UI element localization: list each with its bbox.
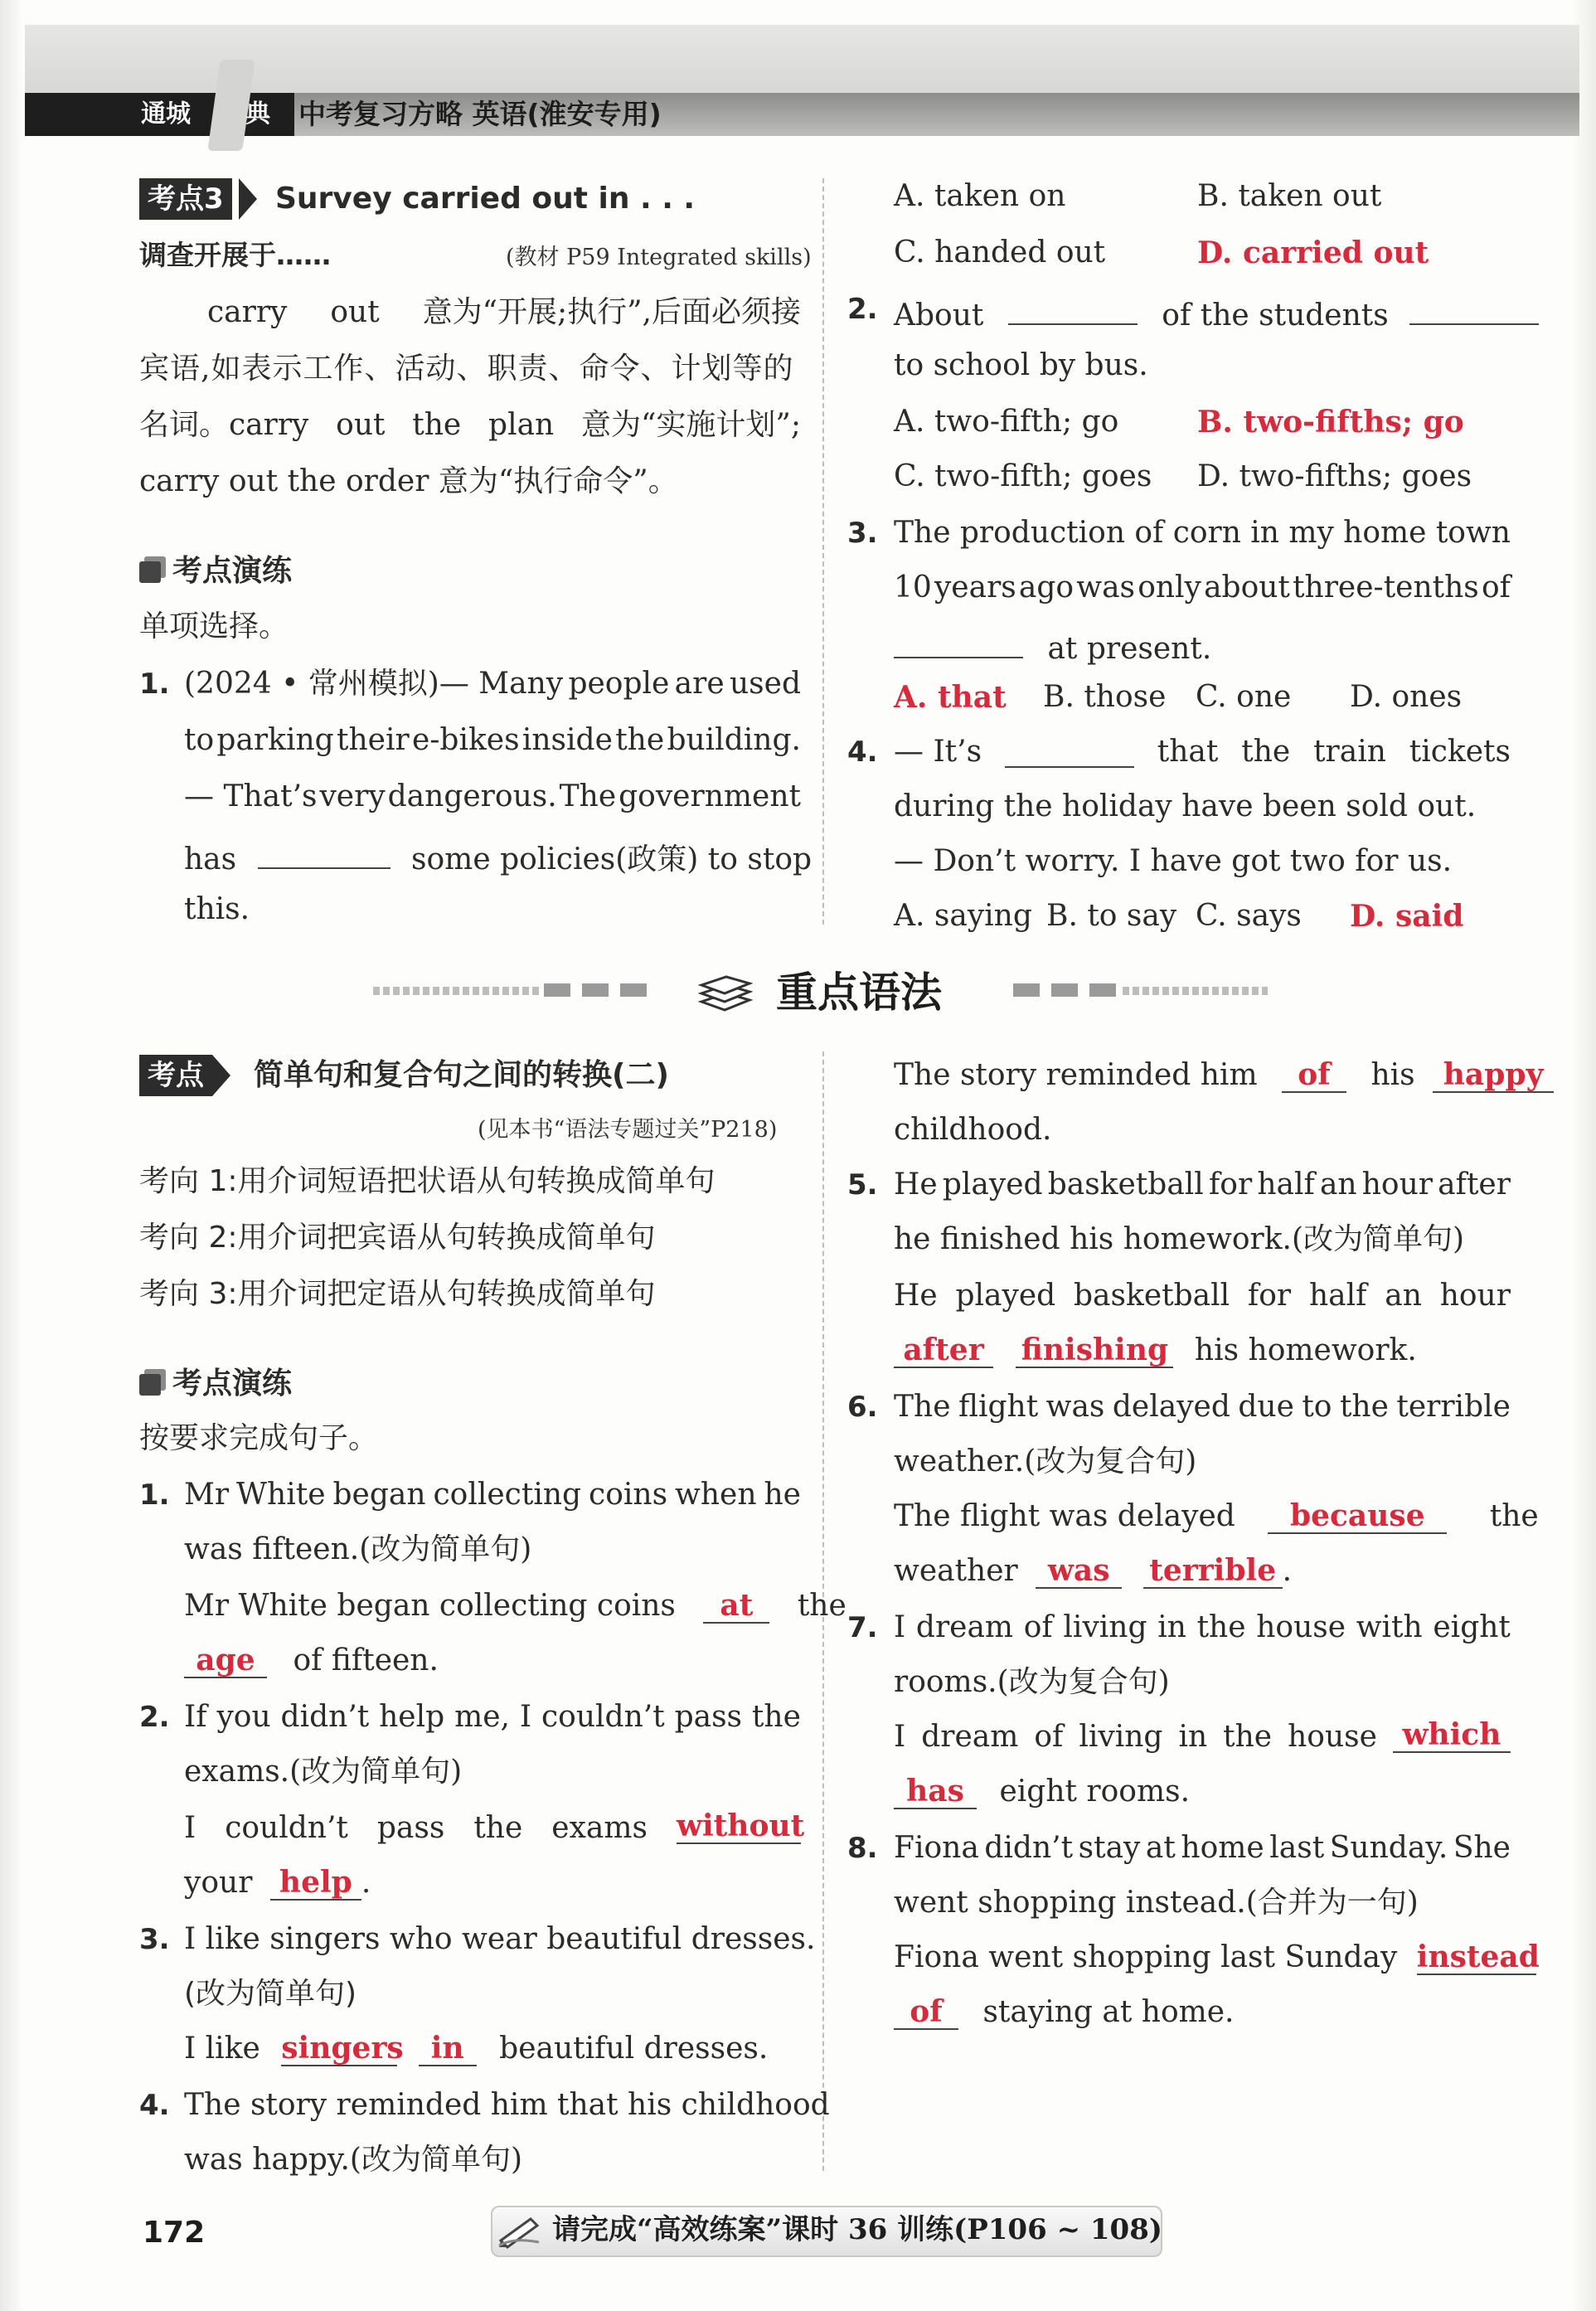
word: after (1438, 1168, 1511, 1202)
g-q8-line-4 (894, 1992, 1235, 2033)
grammar-tag-arrow (212, 1055, 230, 1096)
q4-option-b: B. to say (1046, 899, 1177, 933)
word: didn’t (984, 1831, 1074, 1865)
answer-blank[interactable]: help (270, 1864, 361, 1901)
q1-line-1 (184, 663, 801, 705)
word: couldn’t (541, 1700, 665, 1734)
g-q2-line-3 (184, 1808, 805, 1849)
instruction-1: 单项选择。 (139, 609, 289, 643)
answer-blank[interactable]: of (894, 1993, 958, 2030)
practice-heading-text: 考点演练 (172, 1367, 293, 1401)
word: pass (376, 1811, 445, 1845)
q2-option-a: A. two-fifth; go (894, 405, 1119, 439)
word: basketball (1047, 1168, 1204, 1202)
word: inside (521, 723, 613, 757)
word: their (336, 723, 410, 757)
g-q7-line-2: rooms.(改为复合句) (894, 1665, 1170, 1699)
direction-2: 考向 2:用介词把宾语从句转换成简单句 (139, 1221, 656, 1255)
word: building. (667, 723, 801, 757)
answer-blank[interactable]: singers (281, 2031, 404, 2066)
g-q7-line-3 (894, 1716, 1511, 1758)
word: — That’s (184, 779, 318, 813)
word: delayed (1112, 1390, 1230, 1424)
g-q5-line-1 (894, 1164, 1511, 1206)
word: the (751, 1700, 801, 1734)
word: out (330, 295, 380, 329)
word: the (1339, 1390, 1389, 1424)
q4-line-3: — Don’t worry. I have got two for us. (894, 844, 1453, 878)
word: He (894, 1168, 938, 1202)
q3-line-2 (894, 567, 1511, 609)
word: house (1256, 1610, 1346, 1644)
word: 名词。carry (139, 408, 309, 442)
g-q5-line-3 (894, 1275, 1511, 1317)
word: your (184, 1866, 253, 1900)
word: 意为“开展;执行”,后面必须接 (422, 295, 801, 329)
word: weather (894, 1554, 1018, 1588)
section-dash (1089, 983, 1116, 997)
word: The flight was delayed (894, 1499, 1235, 1533)
word: eight (1433, 1610, 1511, 1644)
q1-line-3 (184, 776, 801, 818)
topic-tag: 考点3 (139, 178, 232, 220)
word: . (361, 1866, 371, 1900)
g-q3-line-2: (改为简单句) (184, 1977, 357, 2011)
word: The (894, 516, 951, 550)
q4-line-2: during the holiday have been sold out. (894, 789, 1477, 823)
cube-icon (139, 561, 161, 583)
q4-option-d-answer: D. said (1350, 899, 1464, 934)
q4-option-c: C. says (1196, 899, 1302, 933)
word: I (894, 1720, 906, 1754)
word: Mr (184, 1478, 230, 1512)
g-q4-line-4: childhood. (894, 1113, 1052, 1147)
word: an (1385, 1279, 1422, 1313)
q1-option-d-answer: D. carried out (1197, 235, 1429, 270)
word: 10 (894, 570, 932, 604)
explanation-line-2: 宾语,如表示工作、活动、职责、命令、计划等的 (139, 352, 794, 386)
word: in (1157, 1610, 1186, 1644)
g-q2-line-1 (184, 1697, 801, 1738)
word: beautiful dresses. (499, 2032, 769, 2066)
answer-blank[interactable]: which (1393, 1716, 1511, 1753)
q3-line-1 (894, 512, 1511, 554)
question-number: 1. (139, 668, 170, 701)
q3-option-d: D. ones (1350, 680, 1463, 714)
g-q8-line-3 (894, 1937, 1540, 1978)
g-q1-line-1 (184, 1474, 801, 1516)
word: people (568, 667, 670, 701)
word: some policies(政策) to stop (411, 842, 813, 876)
word: the (797, 1589, 847, 1623)
word: his (1370, 1058, 1415, 1092)
word: the (1241, 735, 1291, 769)
section-rule-right (1123, 987, 1268, 995)
word: staying at home. (982, 1995, 1235, 2029)
question-number: 4. (847, 736, 878, 769)
word: was (1076, 570, 1136, 604)
word: was (1045, 1390, 1105, 1424)
g-q4-line-2: was happy.(改为简单句) (184, 2143, 523, 2177)
question-number: 1. (139, 1478, 170, 1512)
word: at (1145, 1831, 1176, 1865)
question-number: 3. (847, 517, 878, 550)
word: The story reminded him (894, 1058, 1258, 1092)
word: of (1134, 516, 1164, 550)
word: stay (1078, 1831, 1141, 1865)
word: hour (1439, 1279, 1511, 1313)
word: plan (488, 408, 555, 442)
word: of fifteen. (293, 1643, 439, 1677)
question-number: 6. (847, 1391, 878, 1424)
word: with (1356, 1610, 1423, 1644)
word: played (955, 1279, 1056, 1313)
word: I (519, 1700, 532, 1734)
answer-blank[interactable]: at (703, 1587, 769, 1624)
g-q5-line-2: he finished his homework.(改为简单句) (894, 1222, 1465, 1256)
brand-name-b: 典 (245, 100, 270, 129)
q4-line-1 (894, 731, 1511, 773)
word: help (379, 1700, 445, 1734)
direction-1: 考向 1:用介词短语把状语从句转换成简单句 (139, 1164, 716, 1198)
q2-option-c: C. two-fifth; goes (894, 459, 1152, 493)
g-q6-line-1 (894, 1386, 1511, 1428)
word: in (1250, 516, 1279, 550)
word: of the students (1162, 299, 1389, 333)
word: He (894, 1279, 938, 1313)
g-q1-line-2: was fifteen.(改为简单句) (184, 1532, 532, 1566)
word: Fiona (894, 1831, 979, 1865)
word: e-bikes (411, 723, 520, 757)
q4-option-a: A. saying (894, 899, 1032, 933)
g-q4-line-1: The story reminded him that his childhood (184, 2088, 830, 2122)
g-q6-line-2: weather.(改为复合句) (894, 1444, 1197, 1478)
word: eight rooms. (999, 1775, 1191, 1809)
word: has (184, 842, 237, 876)
answer-blank[interactable]: has (894, 1773, 977, 1809)
word: in (1178, 1720, 1208, 1754)
answer-blank[interactable] (1005, 731, 1134, 768)
answer-blank[interactable]: was (1036, 1552, 1122, 1589)
answer-blank[interactable] (258, 833, 391, 869)
answer-blank[interactable]: because (1268, 1498, 1447, 1534)
practice-heading-2 (139, 1363, 292, 1405)
section-dash (544, 983, 570, 997)
word: half (1257, 1168, 1315, 1202)
answer-blank[interactable]: of (1282, 1056, 1346, 1093)
practice-heading-1 (139, 551, 292, 592)
word: collecting (433, 1478, 582, 1512)
word: White (236, 1478, 326, 1512)
topic-subtitle: 调查开展于…… (139, 239, 331, 271)
word: out (336, 408, 386, 442)
g-q6-line-4 (894, 1551, 1292, 1592)
word: She (1453, 1831, 1511, 1865)
practice-heading-text: 考点演练 (172, 554, 293, 588)
question-number: 2. (139, 1701, 170, 1734)
q2-option-d: D. two-fifths; goes (1197, 459, 1472, 493)
q2-line-2: to school by bus. (894, 348, 1148, 382)
word: Mr White began collecting coins (184, 1589, 676, 1623)
topic-title: Survey carried out in . . . (275, 182, 696, 216)
section-title: 重点语法 (776, 969, 942, 1017)
g-q1-line-4 (184, 1640, 439, 1682)
q1-line-5: this. (184, 892, 250, 926)
word: If (184, 1700, 207, 1734)
explanation-line-4: carry out the order 意为“执行命令”。 (139, 464, 678, 498)
section-dash (1051, 983, 1078, 997)
answer-blank[interactable] (1409, 289, 1539, 325)
section-dash (582, 983, 609, 997)
question-number: 5. (847, 1168, 878, 1202)
word: to (184, 723, 215, 757)
answer-blank[interactable]: terrible (1143, 1552, 1283, 1589)
word: About (894, 299, 984, 333)
word: 意为“实施计划”; (581, 408, 801, 442)
q3-option-b: B. those (1043, 680, 1167, 714)
word: carry (207, 295, 288, 329)
word: due (1238, 1390, 1294, 1424)
word: living (1079, 1720, 1163, 1754)
word: government (619, 779, 801, 813)
g-q8-line-2: went shopping instead.(合并为一句) (894, 1886, 1419, 1920)
book-title: 中考复习方略 英语(淮安专用) (298, 98, 662, 130)
answer-blank[interactable]: after (894, 1332, 993, 1368)
word: only (1138, 570, 1201, 604)
answer-blank[interactable]: age (184, 1642, 267, 1678)
question-number: 8. (847, 1832, 878, 1865)
answer-blank[interactable]: in (419, 2030, 477, 2066)
answer-blank[interactable]: without (676, 1809, 805, 1843)
word: exams (551, 1811, 648, 1845)
word: didn’t (280, 1700, 370, 1734)
word: of (1481, 570, 1511, 604)
q1-option-a: A. taken on (894, 179, 1066, 213)
q1-line-4 (184, 833, 812, 874)
word: he (764, 1478, 801, 1512)
word: the (412, 408, 462, 442)
g-q2-line-4 (184, 1862, 371, 1904)
q2-option-b-answer: B. two-fifths; go (1197, 405, 1464, 439)
section-dash (1013, 983, 1040, 997)
direction-3: 考向 3:用介词把定语从句转换成简单句 (139, 1277, 656, 1311)
word: about (1204, 570, 1290, 604)
grammar-source: (见本书“语法专题过关”P218) (478, 1117, 778, 1143)
word: the (1223, 1720, 1273, 1754)
column-divider-top (822, 178, 824, 925)
word: you (216, 1700, 271, 1734)
grammar-title: 简单句和复合句之间的转换(二) (254, 1058, 669, 1092)
topic-tag-arrow (239, 178, 257, 220)
word: used (729, 667, 801, 701)
word: the (615, 723, 665, 757)
word: parking (216, 723, 334, 757)
word: I (894, 1610, 906, 1644)
g-q6-line-3 (894, 1496, 1539, 1537)
q3-line-3 (894, 622, 1212, 666)
cube-icon (139, 1374, 161, 1396)
word: me, (454, 1700, 510, 1734)
topic-source: (教材 P59 Integrated skills) (506, 245, 812, 270)
word: I like (184, 2032, 260, 2066)
page-number: 172 (143, 2216, 206, 2250)
word: home (1181, 1831, 1264, 1865)
word: The (559, 779, 617, 813)
word: Fiona went shopping last Sunday (894, 1940, 1398, 1974)
word: The (894, 1390, 951, 1424)
word: town (1435, 516, 1511, 550)
word: very (319, 779, 386, 813)
word: an (1319, 1168, 1357, 1202)
answer-blank[interactable]: instead (1416, 1940, 1540, 1974)
word: — It’s (894, 735, 982, 769)
word: of (1034, 1720, 1064, 1754)
word: train (1313, 735, 1386, 769)
answer-blank[interactable] (1008, 289, 1138, 325)
word: house (1288, 1720, 1377, 1754)
word: terrible (1396, 1390, 1511, 1424)
question-number: 4. (139, 2089, 170, 2122)
word: that (1157, 735, 1219, 769)
word: my (1288, 516, 1334, 550)
question-number: 2. (847, 293, 878, 326)
question-number: 7. (847, 1611, 878, 1644)
books-icon (698, 969, 753, 1015)
word: coins (589, 1478, 668, 1512)
word: living (1063, 1610, 1147, 1644)
footer-note: 请完成“高效练案”课时 36 训练(P106 ~ 108) (552, 2213, 1162, 2246)
word: dream (915, 1610, 1014, 1644)
word: for (1208, 1168, 1253, 1202)
g-q7-line-1 (894, 1607, 1511, 1648)
answer-blank[interactable]: happy (1433, 1056, 1554, 1093)
g-q7-line-4 (894, 1771, 1190, 1813)
q3-option-a-answer: A. that (894, 680, 1007, 715)
word: Sunday. (1329, 1831, 1448, 1865)
word: basketball (1074, 1279, 1230, 1313)
q2-line-1 (894, 289, 1539, 333)
word: tickets (1409, 735, 1511, 769)
brand-name-a: 通城 (141, 100, 191, 129)
g-q2-line-2: exams.(改为简单句) (184, 1755, 463, 1789)
g-q4-line-3 (894, 1055, 1554, 1096)
q3-option-c: C. one (1196, 680, 1292, 714)
word: . (1282, 1554, 1293, 1588)
word: corn (1172, 516, 1241, 550)
q1-option-c: C. handed out (894, 235, 1106, 269)
explanation-line-3 (139, 405, 801, 446)
word: years (934, 570, 1016, 604)
word: production (959, 516, 1126, 550)
g-q1-line-3 (184, 1585, 847, 1627)
word: the (1196, 1610, 1246, 1644)
word: dangerous. (387, 779, 557, 813)
word: at present. (1047, 632, 1212, 666)
question-number: 3. (139, 1923, 170, 1956)
answer-blank[interactable]: finishing (1016, 1332, 1173, 1368)
word: couldn’t (225, 1811, 348, 1845)
word: for (1247, 1279, 1292, 1313)
word: are (674, 667, 725, 701)
section-rule-left (373, 987, 539, 995)
word: pass (674, 1700, 743, 1734)
word: of (1023, 1610, 1053, 1644)
word: played (942, 1168, 1043, 1202)
word: hour (1361, 1168, 1433, 1202)
word: last (1269, 1831, 1325, 1865)
section-dash (620, 983, 647, 997)
word: his homework. (1194, 1333, 1417, 1367)
g-q3-line-1: I like singers who wear beautiful dresses. (184, 1922, 816, 1956)
g-q3-line-3 (184, 2028, 768, 2070)
word: to (1302, 1390, 1332, 1424)
word: ago (1018, 570, 1075, 604)
word: three-tenths (1293, 570, 1479, 604)
g-q5-line-4 (894, 1330, 1417, 1372)
word: when (675, 1478, 757, 1512)
q1-option-b: B. taken out (1197, 179, 1382, 213)
g-q8-line-1 (894, 1828, 1511, 1869)
q1-line-2 (184, 720, 801, 761)
word: began (332, 1478, 426, 1512)
pencil-icon (497, 2212, 544, 2249)
word: dream (921, 1720, 1019, 1754)
word: I (184, 1811, 196, 1845)
grammar-tag: 考点 (139, 1055, 212, 1096)
answer-blank[interactable] (894, 622, 1023, 658)
word: flight (958, 1390, 1039, 1424)
word: (2024 • 常州模拟)— Many (184, 667, 564, 701)
word: the (1489, 1499, 1539, 1533)
word: the (473, 1811, 523, 1845)
explanation-line-1 (207, 292, 801, 333)
instruction-2: 按要求完成句子。 (139, 1421, 379, 1455)
word: home (1343, 516, 1427, 550)
word: half (1308, 1279, 1367, 1313)
